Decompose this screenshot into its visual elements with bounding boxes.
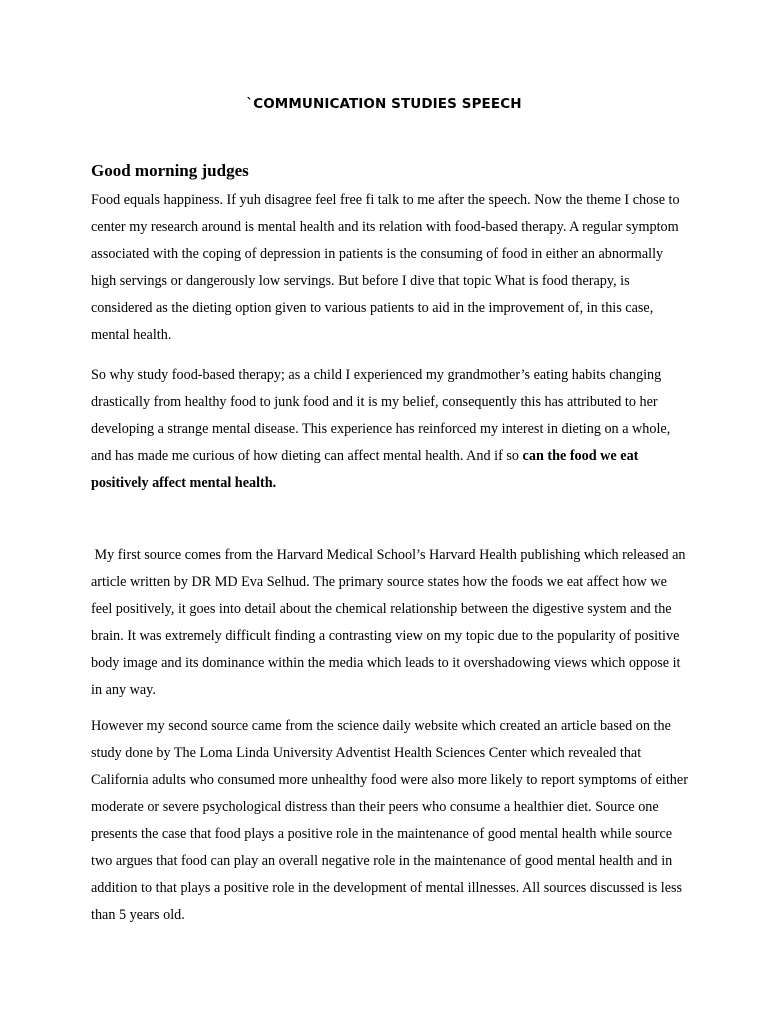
paragraph-introduction: Food equals happiness. If yuh disagree feel free fi talk to me after the speech. Now the theme I chose to center my research around is mental health and its relation with food-based therapy. A regular symptom associated with the coping of depression in patients is the consuming of food in either an abnormally high servings or dangerously low servings. But before I dive that topic What is food therapy, is considered as the dieting option given to various patients to aid in the improvement of, in this case, mental health. — [91, 192, 680, 343]
research-question: can the food we eat positively affect mental health. — [91, 448, 639, 491]
paragraph-second-source: However my second source came from the science daily website which created an article based on the study done by The Loma Linda University Adventist Health Sciences Center which revealed that California adults who consumed more unhealthy food were also more likely to report symptoms of either moderate or severe psychological distress than their peers who consume a healthier diet. Source one presents the case that food plays a positive role in the maintenance of good mental health while source two argues that food can play an overall negative role in the maintenance of good mental health and in addition to that plays a positive role in the development of mental illnesses. All sources discussed is less than 5 years old. — [91, 718, 688, 923]
paragraph-first-source: My first source comes from the Harvard Medical School’s Harvard Health publishing which released an article written by DR MD Eva Selhud. The primary source states how the foods we eat affect how we feel positively, it goes into detail about the chemical relationship between the digestive system and the brain. It was extremely difficult finding a contrasting view on my topic due to the popularity of positive body image and its dominance within the media which leads to it overshadowing views which oppose it in any way. — [91, 547, 690, 698]
document-title: `COMMUNICATION STUDIES SPEECH — [246, 96, 522, 112]
speech-greeting-heading: Good morning judges — [91, 161, 249, 180]
paragraph-motivation — [91, 362, 691, 497]
paragraph-motivation-text: So why study food-based therapy; as a child I experienced my grandmother’s eating habits changing drastically from healthy food to junk food and it is my belief, consequently this has attributed to her developing a strange mental disease. This experience has reinforced my interest in dieting on a whole, and has made me curious of how dieting can affect mental health. And if so — [91, 367, 671, 464]
